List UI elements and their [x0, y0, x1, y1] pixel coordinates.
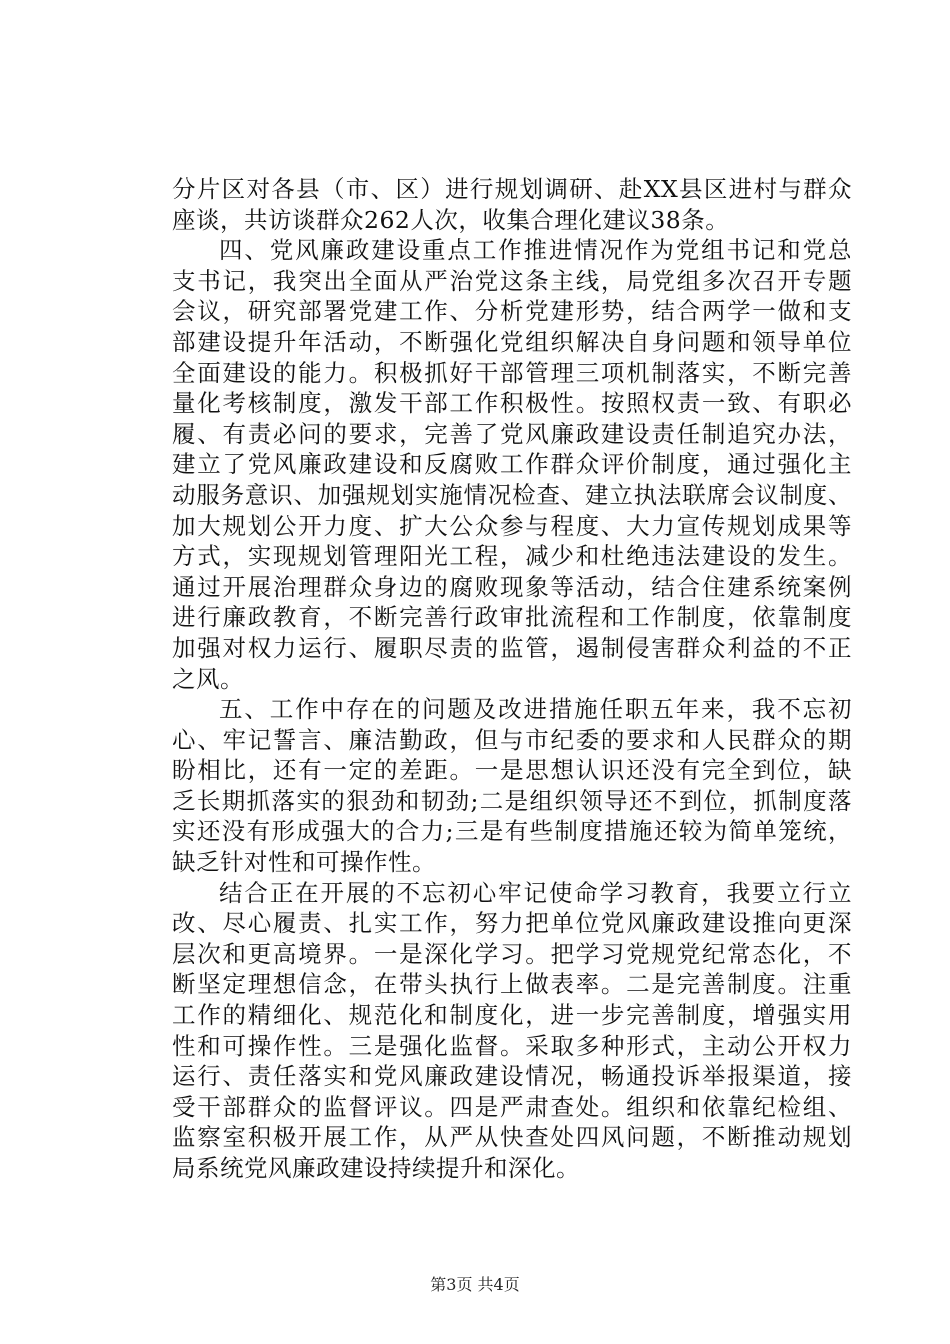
text-line: 心、牢记誓言、廉洁勤政，但与市纪委的要求和人民群众的期 — [172, 725, 852, 754]
text-line: 盼相比，还有一定的差距。一是思想认识还没有完全到位，缺 — [172, 756, 852, 785]
text-line: 座谈，共访谈群众262人次，收集合理化建议38条。 — [172, 205, 730, 234]
text-line: 之风。 — [172, 664, 244, 693]
text-line: 工作的精细化、规范化和制度化，进一步完善制度，增强实用 — [172, 1001, 852, 1030]
text-line: 加大规划公开力度、扩大公众参与程度、大力宣传规划成果等 — [172, 511, 852, 540]
text-line: 局系统党风廉政建设持续提升和深化。 — [172, 1154, 580, 1182]
page-footer: 第3页 共4页 — [430, 1275, 520, 1294]
text-line: 分片区对各县（市、区）进行规划调研、赴XX县区进村与群众 — [172, 175, 852, 203]
text-line: 五、工作中存在的问题及改进措施任职五年来，我不忘初 — [219, 695, 852, 724]
text-line: 四、党风廉政建设重点工作推进情况作为党组书记和党总 — [219, 236, 852, 265]
text-line: 加强对权力运行、履职尽责的监管，遏制侵害群众利益的不正 — [172, 633, 852, 662]
text-line: 部建设提升年活动，不断强化党组织解决自身问题和领导单位 — [172, 327, 852, 356]
text-line: 会议，研究部署党建工作、分析党建形势，结合两学一做和支 — [172, 297, 852, 326]
text-line: 履、有责必问的要求，完善了党风廉政建设责任制追究办法， — [172, 419, 852, 448]
text-line: 建立了党风廉政建设和反腐败工作群众评价制度，通过强化主 — [172, 450, 852, 479]
text-line: 支书记，我突出全面从严治党这条主线，局党组多次召开专题 — [172, 266, 852, 295]
text-line: 方式，实现规划管理阳光工程，减少和杜绝违法建设的发生。 — [172, 542, 852, 571]
text-line: 运行、责任落实和党风廉政建设情况，畅通投诉举报渠道，接 — [172, 1062, 852, 1091]
text-line: 监察室积极开展工作，从严从快查处四风问题，不断推动规划 — [172, 1123, 852, 1152]
text-line: 性和可操作性。三是强化监督。采取多种形式，主动公开权力 — [172, 1031, 852, 1060]
text-line: 改、尽心履责、扎实工作，努力把单位党风廉政建设推向更深 — [172, 909, 852, 938]
text-line: 层次和更高境界。一是深化学习。把学习党规党纪常态化，不 — [172, 939, 852, 968]
text-line: 实还没有形成强大的合力;三是有些制度措施还较为简单笼统， — [172, 817, 852, 846]
text-line: 动服务意识、加强规划实施情况检查、建立执法联席会议制度、 — [172, 480, 852, 509]
text-line: 乏长期抓落实的狠劲和韧劲;二是组织领导还不到位，抓制度落 — [172, 786, 852, 815]
text-line: 量化考核制度，激发干部工作积极性。按照权责一致、有职必 — [172, 389, 852, 418]
text-line: 缺乏针对性和可操作性。 — [172, 848, 436, 877]
document-body — [172, 174, 852, 1184]
text-line: 通过开展治理群众身边的腐败现象等活动，结合住建系统案例 — [172, 572, 852, 601]
text-line: 全面建设的能力。积极抓好干部管理三项机制落实，不断完善 — [172, 358, 852, 387]
text-line: 受干部群众的监督评议。四是严肃查处。组织和依靠纪检组、 — [172, 1092, 852, 1121]
text-line: 结合正在开展的不忘初心牢记使命学习教育，我要立行立 — [219, 878, 852, 907]
text-line: 断坚定理想信念，在带头执行上做表率。二是完善制度。注重 — [172, 970, 852, 999]
text-line: 进行廉政教育，不断完善行政审批流程和工作制度，依靠制度 — [172, 603, 852, 632]
